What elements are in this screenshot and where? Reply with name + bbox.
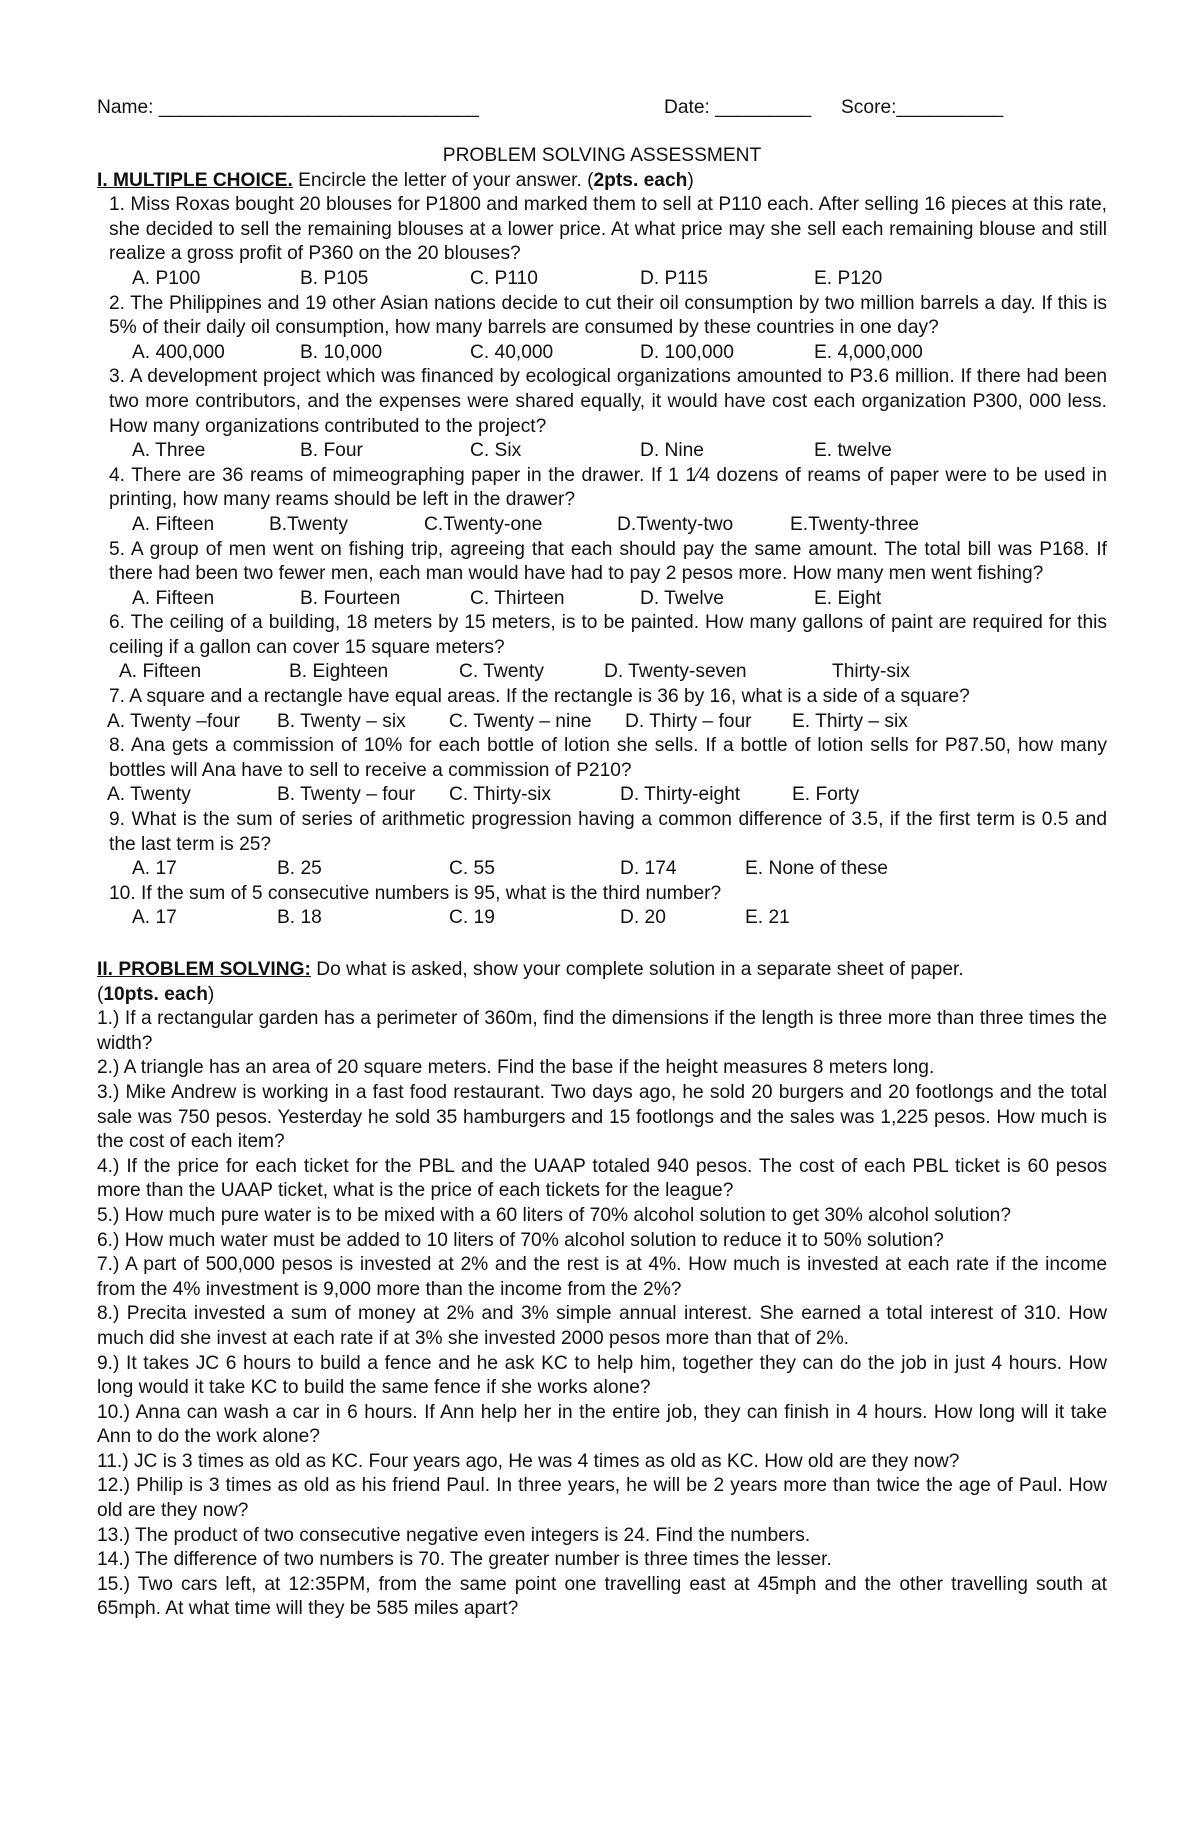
section-2-instruction: Do what is asked, show your complete solution in a separate sheet of paper. [310,959,964,980]
answer-option[interactable]: B. Twenty – six [277,710,406,732]
answer-option[interactable]: C. Twenty – nine [449,710,592,732]
question-text: 1. Miss Roxas bought 20 blouses for P1800 and marked them to sell at P110 each. After selling 16 pieces at this rate, she decided to sell the remaining blouses at a lower price. At what price may she sell each remaining blouse and still realize a gross profit of P360 on the 20 blouses? [109,194,1107,265]
answer-options [97,439,1107,464]
answer-option[interactable]: D. Twenty-seven [604,661,747,683]
answer-option[interactable]: B. 18 [277,907,322,929]
answer-options [97,783,1107,808]
problem-item: 6.) How much water must be added to 10 liters of 70% alcohol solution to reduce it to 50% solution? [97,1229,944,1251]
name-field: Name: ______________________________ [97,97,479,118]
section-2-heading [97,958,1107,983]
section-2-title: II. PROBLEM SOLVING: [97,959,311,980]
section-1-instruction-end: ) [687,169,694,191]
header-row [97,96,1107,125]
answer-option[interactable]: D. Thirty – four [625,710,752,732]
question-text: 4. There are 36 reams of mimeographing paper in the drawer. If 1 1⁄4 dozens of reams of paper were to be used in printing, how many reams should be left in the drawer? [109,464,1107,511]
problem-item: 1.) If a rectangular garden has a perimeter of 360m, find the dimensions if the length is three more than three times the width? [97,1008,1107,1054]
problem-solving-list [97,1007,1107,1622]
answer-option[interactable]: E. P120 [814,267,883,289]
question-text: 6. The ceiling of a building, 18 meters by 15 meters, is to be painted. How many gallons of paint are required for this ceiling if a gallon can cover 15 square meters? [109,612,1107,658]
answer-option[interactable]: C. Twenty [459,661,544,683]
answer-option[interactable]: E.Twenty-three [790,513,920,535]
answer-option[interactable]: D. 20 [620,907,666,929]
answer-option[interactable]: B.Twenty [269,513,348,535]
answer-option[interactable]: E. Eight [814,587,882,609]
section-1-instruction: Encircle the letter of your answer. ( [292,169,594,191]
section-2-points: 10pts. each [103,983,208,1005]
answer-options [97,906,1107,931]
problem-item: 15.) Two cars left, at 12:35PM, from the same point one travelling east at 45mph and the other travelling south at 65mph. At what time will they be 585 miles apart? [97,1573,1107,1620]
answer-option[interactable]: D. 100,000 [640,341,734,363]
section-1-title: I. MULTIPLE CHOICE. [97,169,293,191]
answer-option[interactable]: C. 19 [449,907,495,929]
answer-option[interactable]: B. 10,000 [300,341,383,363]
problem-item: 5.) How much pure water is to be mixed with a 60 liters of 70% alcohol solution to get 30% alcohol solution? [97,1204,1012,1226]
question-text: 9. What is the sum of series of arithmetic progression having a common difference of 3.5, if the first term is 0.5 and the last term is 25? [109,809,1107,855]
question-text: 8. Ana gets a commission of 10% for each bottle of lotion she sells. If a bottle of lotion sells for P87.50, how many bottles will Ana have to sell to receive a commission of P210? [109,735,1107,781]
answer-option[interactable]: B. 25 [277,858,322,880]
answer-option[interactable]: A. Twenty –four [107,710,240,732]
assessment-page [97,96,1107,1622]
answer-option[interactable]: E. Forty [792,784,860,806]
answer-option[interactable]: C.Twenty-one [424,513,543,535]
question-text: 7. A square and a rectangle have equal areas. If the rectangle is 36 by 16, what is a side of a square? [109,686,970,708]
problem-item: 10.) Anna can wash a car in 6 hours. If Ann help her in the entire job, they can finish in 4 hours. How long will it take Ann to do the work alone? [97,1401,1107,1448]
answer-option[interactable]: B. Eighteen [289,661,389,683]
problem-item: 11.) JC is 3 times as old as KC. Four years ago, He was 4 times as old as KC. How old are they now? [97,1450,960,1472]
answer-option[interactable]: C. Six [470,440,522,462]
answer-option[interactable]: C. Thirty-six [449,784,551,806]
problem-item: 8.) Precita invested a sum of money at 2% and 3% simple annual interest. She earned a total interest of 310. How much did she invest at each rate if at 3% she invested 2000 pesos more than that of 2%. [97,1303,1107,1349]
question-text: 2. The Philippines and 19 other Asian nations decide to cut their oil consumption by two million barrels a day. If this is 5% of their daily oil consumption, how many barrels are consumed by these countries in one day? [109,292,1107,339]
answer-option[interactable]: A. Fifteen [132,513,215,535]
problem-item: 12.) Philip is 3 times as old as his friend Paul. In three years, he will be 2 years more than twice the age of Paul. How old are they now? [97,1475,1107,1522]
problem-item: 4.) If the price for each ticket for the PBL and the UAAP totaled 940 pesos. The cost of each PBL ticket is 60 pesos more than the UAAP ticket, what is the price of each tickets for the league? [97,1155,1107,1202]
problem-item: 3.) Mike Andrew is working in a fast food restaurant. Two days ago, he sold 20 burgers and 20 footlongs and the total sale was 750 pesos. Yesterday he sold 35 hamburgers and 15 footlongs and the sales was 1,225 pesos. How much is the cost of each item? [97,1081,1107,1153]
answer-option[interactable]: A. Fifteen [119,661,202,683]
answer-option[interactable]: A. 17 [132,907,177,929]
section-2-points-open: ( [97,983,104,1005]
answer-option[interactable]: E. None of these [745,858,888,880]
problem-item: 14.) The difference of two numbers is 70. The greater number is three times the lesser. [97,1549,832,1571]
answer-option[interactable]: E. 4,000,000 [814,341,923,363]
answer-option[interactable]: D. Nine [640,440,704,462]
score-field: Score:__________ [841,97,1004,118]
answer-option[interactable]: C. Thirteen [470,587,565,609]
answer-option[interactable]: A. 17 [132,858,177,880]
page-title: PROBLEM SOLVING ASSESSMENT [442,145,762,166]
answer-option[interactable]: A. Three [132,440,206,462]
answer-option[interactable]: A. Fifteen [132,587,215,609]
answer-option[interactable]: D. P115 [640,267,708,289]
multiple-choice-list [97,193,1107,931]
question-text: 5. A group of men went on fishing trip, agreeing that each should pay the same amount. The total bill was P168. If there had been two fewer men, each man would have had to pay 2 pesos more. How many men went fishing? [109,538,1107,585]
problem-item: 13.) The product of two consecutive negative even integers is 24. Find the numbers. [97,1524,811,1546]
answer-option[interactable]: D.Twenty-two [617,513,734,535]
answer-option[interactable]: D. 174 [620,858,677,880]
problem-item: 7.) A part of 500,000 pesos is invested at 2% and the rest is at 4%. How much is invested at each rate if the income from the 4% investment is 9,000 more than the income from the 2%? [97,1254,1107,1300]
date-field: Date: _________ [664,97,812,118]
answer-option[interactable]: C. 55 [449,858,495,880]
answer-options [97,267,1107,292]
problem-item: 9.) It takes JC 6 hours to build a fence and he ask KC to help him, together they can do the job in just 4 hours. How long would it take KC to build the same fence if she works alone? [97,1352,1107,1399]
section-1-heading [97,169,1107,194]
answer-options [97,513,1107,538]
answer-option[interactable]: B. P105 [300,267,369,289]
section-2-points-line [97,983,1107,1008]
answer-option[interactable]: E. 21 [745,907,790,929]
answer-options [97,341,1107,366]
answer-option[interactable]: A. Twenty [107,784,191,806]
answer-option[interactable]: C. 40,000 [470,341,554,363]
answer-option[interactable]: B. Twenty – four [277,784,416,806]
question-text: 10. If the sum of 5 consecutive numbers is 95, what is the third number? [109,882,722,904]
answer-option[interactable]: B. Fourteen [300,587,401,609]
section-2-points-close: ) [207,983,215,1005]
answer-option[interactable]: D. Twelve [640,587,724,609]
question-text: 3. A development project which was financed by ecological organizations amounted to P3.6 million. If there had been two more contributors, and the expenses were shared equally, it would have cost each organization P300, 000 less. How many organizations contributed to the project? [109,366,1107,437]
problem-item: 2.) A triangle has an area of 20 square meters. Find the base if the height measures 8 meters long. [97,1057,935,1079]
answer-option[interactable]: C. P110 [470,267,538,289]
answer-option[interactable]: Thirty-six [832,661,910,683]
answer-options [97,857,1107,882]
answer-option[interactable]: E. Thirty – six [792,710,908,732]
answer-options [97,660,1107,685]
answer-option[interactable]: A. 400,000 [132,341,225,363]
answer-option[interactable]: B. Four [300,440,363,462]
section-1-points: 2pts. each [593,169,688,191]
answer-option[interactable]: D. Thirty-eight [620,784,741,806]
answer-option[interactable]: A. P100 [132,267,201,289]
answer-options [97,710,1107,735]
answer-option[interactable]: E. twelve [814,440,892,462]
answer-options [97,587,1107,612]
